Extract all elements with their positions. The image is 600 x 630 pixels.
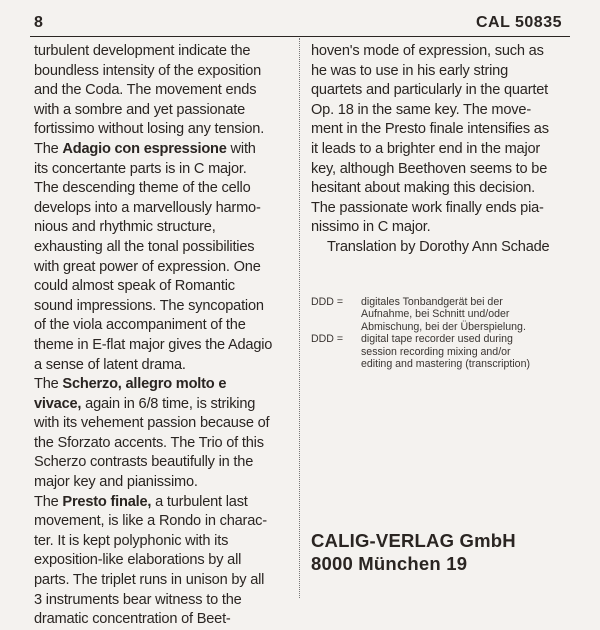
presto-suffix: a turbulent last <box>151 493 248 510</box>
text-line: and the Coda. The movement ends <box>34 82 257 99</box>
text-line: with a sombre and yet passionate <box>34 101 246 118</box>
adagio-suffix: with <box>226 140 256 157</box>
text-line: of the viola accompaniment of the <box>34 317 246 334</box>
presto-title: Presto finale, <box>62 493 152 510</box>
text-line: could almost speak of Romantic <box>34 278 235 295</box>
footnote-line: digital tape recorder used during <box>361 333 513 346</box>
page-number: 8 <box>34 14 44 31</box>
presto-prefix: The <box>34 493 63 510</box>
publisher-address: 8000 München 19 <box>311 553 468 574</box>
scherzo-title-1: Scherzo, allegro molto e <box>62 376 227 393</box>
footnote-line: Abmischung, bei der Überspielung. <box>361 320 526 333</box>
text-line: quartets and particularly in the quartet <box>311 82 548 99</box>
scherzo-title-2: vivace, <box>34 395 82 412</box>
footnote-key: DDD = <box>311 296 344 308</box>
text-line: 3 instruments bear witness to the <box>34 591 242 608</box>
footnote-text <box>361 333 581 370</box>
text-line: fortissimo without losing any tension. <box>34 121 265 138</box>
column-divider <box>299 38 300 598</box>
adagio-line <box>34 140 290 160</box>
text-line: major key and pianissimo. <box>34 474 198 491</box>
ddd-footnotes <box>311 296 581 370</box>
footnote-line: Aufnahme, bei Schnitt und/oder <box>361 308 510 321</box>
text-line: The passionate work finally ends pia- <box>311 199 544 216</box>
text-line: hoven's mode of expression, such as <box>311 43 544 59</box>
text-line: it leads to a brighter end in the major <box>311 140 541 157</box>
text-line: parts. The triplet runs in unison by all <box>34 572 265 589</box>
left-column <box>34 42 290 630</box>
text-line: key, although Beethoven seems to be <box>311 160 548 177</box>
footnote-german <box>311 296 581 333</box>
text-line: hesitant about making this decision. <box>311 180 536 197</box>
publisher-name: CALIG-VERLAG GmbH <box>311 530 516 551</box>
catalog-number: CAL 50835 <box>475 14 562 31</box>
text-line: he was to use in his early string <box>311 62 509 79</box>
text-line: dramatic concentration of Beet- <box>34 611 231 628</box>
text-line: theme in E-flat major gives the Adagio <box>34 336 273 353</box>
scherzo-suffix: again in 6/8 time, is striking <box>81 395 256 412</box>
text-line: the Sforzato accents. The Trio of this <box>34 434 264 451</box>
footnote-english <box>311 333 581 370</box>
text-line: Scherzo contrasts beautifully in the <box>34 454 254 471</box>
footnote-line: session recording mixing and/or <box>361 345 511 358</box>
scherzo-line-2 <box>34 395 290 415</box>
footnote-text <box>361 296 581 333</box>
translation-credit: Translation by Dorothy Ann Schade <box>327 238 550 255</box>
text-line: exposition-like elaborations by all <box>34 552 242 569</box>
text-line: boundless intensity of the exposition <box>34 62 262 79</box>
text-line: nious and rhythmic structure, <box>34 219 216 236</box>
adagio-title: Adagio con espressione <box>62 140 227 157</box>
scherzo-prefix: The <box>34 376 63 393</box>
adagio-prefix: The <box>34 140 63 157</box>
text-line: ter. It is kept polyphonic with its <box>34 532 229 549</box>
text-line: turbulent development indicate the <box>34 43 251 59</box>
text-line: a sense of latent drama. <box>34 356 186 373</box>
text-line: with great power of expression. One <box>34 258 261 275</box>
text-line: Op. 18 in the same key. The move- <box>311 101 531 118</box>
header-rule <box>30 36 570 37</box>
text-line: exhausting all the tonal possibilities <box>34 238 255 255</box>
text-line: ment in the Presto finale intensifies as <box>311 121 549 138</box>
right-column <box>311 42 573 258</box>
text-line: with its vehement passion because of <box>34 415 270 432</box>
text-line: nissimo in C major. <box>311 219 431 236</box>
footnote-line: editing and mastering (transcription) <box>361 358 530 371</box>
footnote-line: digitales Tonbandgerät bei der <box>361 296 503 308</box>
text-line: develops into a marvellously harmo- <box>34 199 261 216</box>
text-line: its concertante parts is in C major. <box>34 160 247 177</box>
presto-line <box>34 493 290 513</box>
scherzo-line-1 <box>34 375 290 395</box>
publisher-block <box>311 529 516 575</box>
text-line: sound impressions. The syncopation <box>34 297 264 314</box>
footnote-key: DDD = <box>311 333 344 346</box>
text-line: The descending theme of the cello <box>34 180 251 197</box>
text-line: movement, is like a Rondo in charac- <box>34 513 267 530</box>
